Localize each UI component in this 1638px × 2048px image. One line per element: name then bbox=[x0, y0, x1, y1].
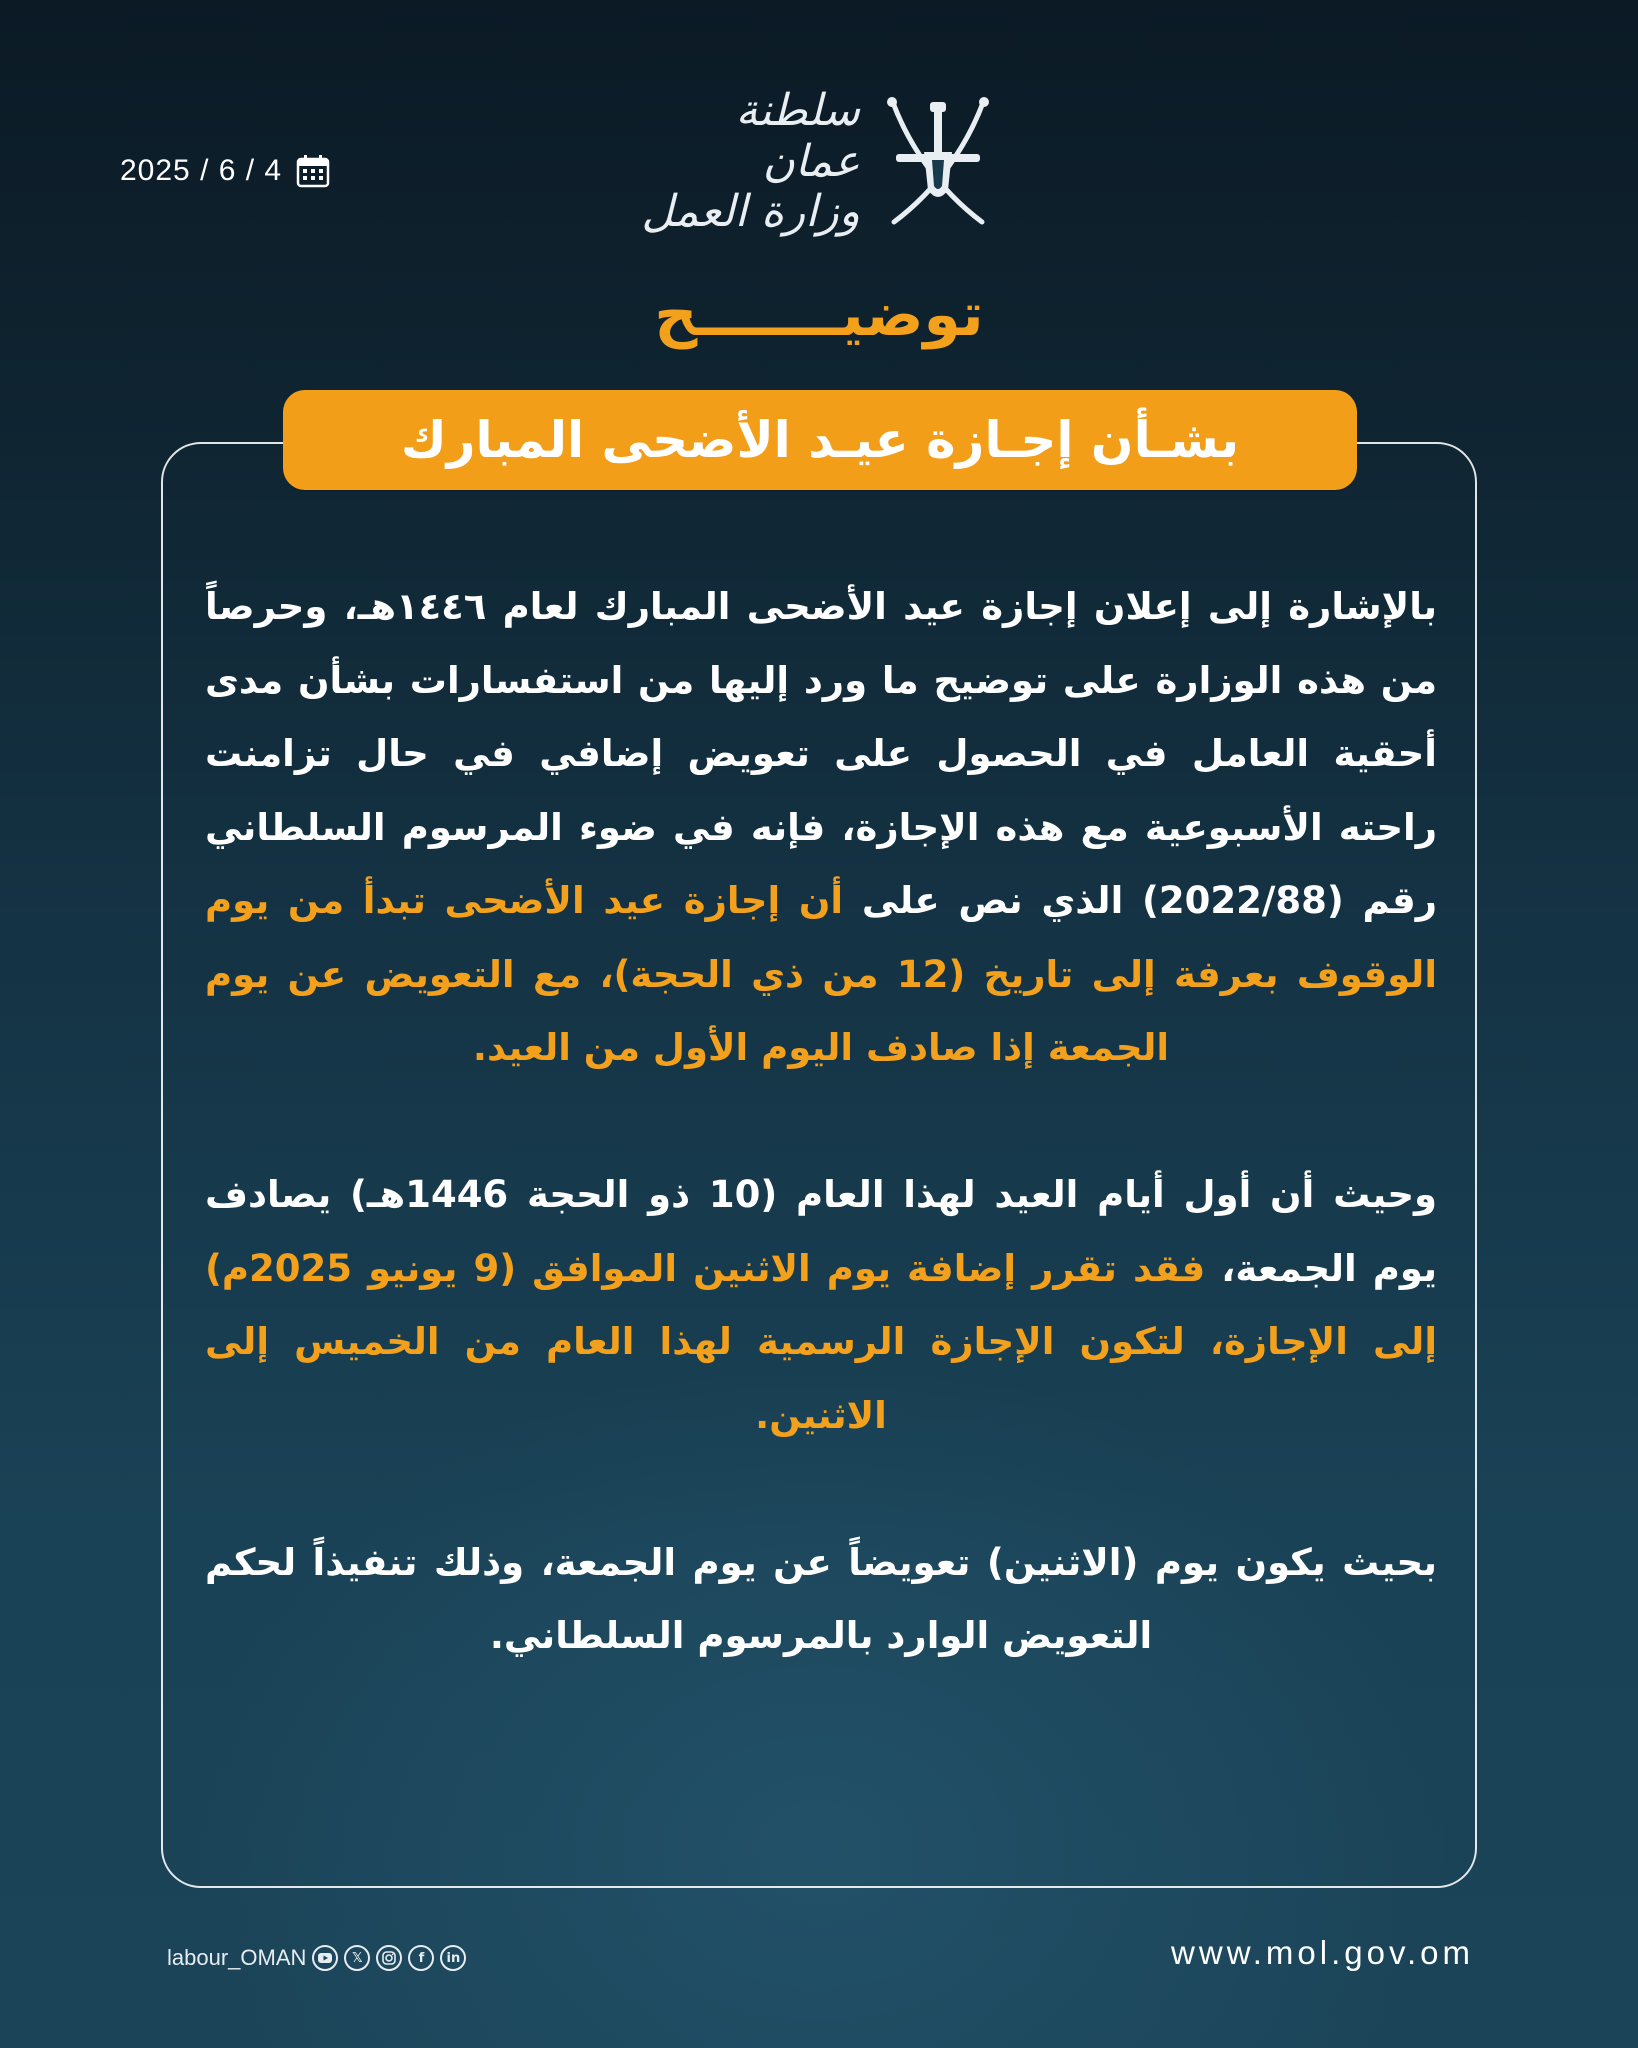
subtitle-text: بشـأن إجـازة عيـد الأضحى المبارك bbox=[400, 411, 1240, 469]
highlighted-text: أن إجازة عيد الأضحى تبدأ من يوم الوقوف بعرفة إلى تاريخ (12 من ذي الحجة)، مع التعويض عن يوم الجمعة إذا صادف اليوم الأول من العيد. bbox=[205, 879, 1437, 1069]
page-title: توضيـــــــح bbox=[654, 280, 984, 350]
body-text-segment: بالإشارة إلى إعلان إجازة عيد الأضحى المبارك لعام ١٤٤٦هـ، وحرصاً من هذه الوزارة على توضيح ما ورد إليها من استفسارات بشأن مدى أحقية العامل في الحصول على تعويض إضافي في حال تزامنت راحته الأسبوعية مع هذه الإجازة، فإنه في ضوء المرسوم السلطاني رقم (2022/88) الذي نص على bbox=[205, 585, 1437, 922]
date-stamp bbox=[120, 150, 330, 192]
announcement-body bbox=[205, 570, 1437, 1746]
logo-ministry-name: وزارة العمل bbox=[641, 186, 860, 238]
date-text: 2025 / 6 / 4 bbox=[120, 154, 283, 187]
body-paragraph bbox=[205, 570, 1437, 1085]
body-text-segment: وحيث أن أول أيام العيد لهذا العام (10 ذو الحجة 1446هـ) يصادف يوم الجمعة، bbox=[205, 1173, 1437, 1290]
instagram-icon[interactable] bbox=[376, 1945, 402, 1971]
social-bar bbox=[167, 1940, 466, 1976]
calendar-icon bbox=[296, 154, 330, 188]
ministry-logo bbox=[630, 85, 1010, 238]
linkedin-icon[interactable]: in bbox=[440, 1945, 466, 1971]
social-handle[interactable]: labour_OMAN bbox=[167, 1945, 307, 1970]
body-paragraph bbox=[205, 1158, 1437, 1452]
ministry-logo-text bbox=[630, 86, 860, 238]
facebook-icon[interactable]: f bbox=[408, 1945, 434, 1971]
oman-emblem-icon bbox=[878, 94, 998, 230]
subtitle-banner bbox=[283, 390, 1357, 490]
body-paragraph bbox=[205, 1526, 1437, 1673]
body-text-segment: بحيث يكون يوم (الاثنين) تعويضاً عن يوم الجمعة، وذلك تنفيذاً لحكم التعويض الوارد بالمرسوم السلطاني. bbox=[205, 1540, 1437, 1657]
logo-country-name: سلطنة عمان bbox=[735, 85, 860, 187]
youtube-icon[interactable] bbox=[312, 1945, 338, 1971]
website-link[interactable]: www.mol.gov.om bbox=[1171, 1934, 1474, 1971]
x-icon[interactable]: 𝕏 bbox=[344, 1945, 370, 1971]
highlighted-text: فقد تقرر إضافة يوم الاثنين الموافق (9 يونيو 2025م) إلى الإجازة، لتكون الإجازة الرسمية لهذا العام من الخميس إلى الاثنين. bbox=[205, 1246, 1437, 1437]
